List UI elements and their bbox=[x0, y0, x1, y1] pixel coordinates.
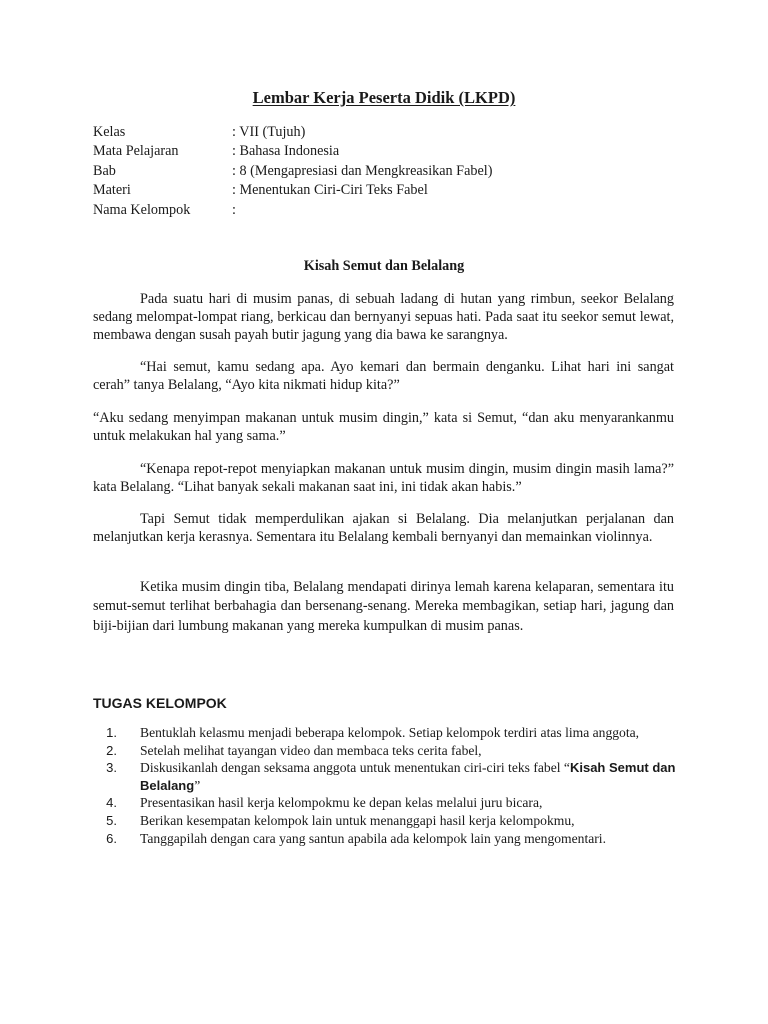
info-row-kelas bbox=[93, 123, 492, 142]
task-item bbox=[93, 724, 683, 742]
task-text: Diskusikanlah dengan seksama anggota untuk menentukan ciri-ciri teks fabel “ bbox=[140, 760, 570, 776]
task-text-bold: Kisah Semut dan Belalang bbox=[140, 760, 676, 793]
story-paragraph: “Aku sedang menyimpan makanan untuk musim dingin,” kata si Semut, “dan aku menyarankanmu untuk melakukan hal yang sama.” bbox=[93, 410, 674, 445]
task-text: Setelah melihat tayangan video dan membaca teks cerita fabel, bbox=[140, 742, 482, 758]
task-item bbox=[93, 794, 683, 812]
task-item bbox=[93, 830, 683, 848]
story-paragraph: Pada suatu hari di musim panas, di sebuah ladang di hutan yang rimbun, seekor Belalang sedang melompat-lompat riang, berkicau dan bernyanyi sepuas hati. Pada saat itu seekor semut lewat, membawa dengan susah payah butir jagung yang dia bawa ke sarangnya. bbox=[93, 291, 674, 344]
task-text: Tanggapilah dengan cara yang santun apabila ada kelompok lain yang mengomentari. bbox=[140, 830, 606, 846]
task-text: Presentasikan hasil kerja kelompokmu ke depan kelas melalui juru bicara, bbox=[140, 795, 543, 811]
task-number: 1. bbox=[106, 725, 117, 740]
info-row-mata-pelajaran bbox=[93, 142, 492, 161]
story-paragraph: Tapi Semut tidak memperdulikan ajakan si Belalang. Dia melanjutkan perjalanan dan melanjutkan kerja kerasnya. Sementara itu Belalang kembali bernyanyi dan memainkan violinnya. bbox=[93, 511, 674, 546]
info-label: Bab bbox=[93, 162, 116, 179]
task-list bbox=[93, 724, 683, 847]
info-value: : bbox=[232, 201, 236, 218]
info-value: : Menentukan Ciri-Ciri Teks Fabel bbox=[232, 182, 428, 199]
info-row-bab bbox=[93, 162, 492, 181]
info-label: Kelas bbox=[93, 124, 126, 140]
story-paragraph: “Hai semut, kamu sedang apa. Ayo kemari dan bermain denganku. Lihat hari ini sangat cerah” tanya Belalang, “Ayo kita nikmati hidup kita?” bbox=[93, 359, 674, 394]
info-label: Nama Kelompok bbox=[93, 201, 191, 218]
task-item bbox=[93, 742, 683, 760]
task-number: 3. bbox=[106, 760, 117, 776]
task-item bbox=[93, 759, 683, 794]
task-number: 6. bbox=[106, 830, 117, 846]
task-number: 2. bbox=[106, 742, 117, 758]
info-label: Materi bbox=[93, 182, 131, 199]
task-number: 5. bbox=[106, 812, 117, 828]
info-row-nama-kelompok bbox=[93, 201, 492, 220]
info-value: : Bahasa Indonesia bbox=[232, 143, 340, 160]
info-row-materi bbox=[93, 181, 492, 200]
info-value: : 8 (Mengapresiasi dan Mengkreasikan Fabel) bbox=[232, 162, 493, 179]
task-text: Berikan kesempatan kelompok lain untuk menanggapi hasil kerja kelompokmu, bbox=[140, 812, 575, 828]
story-paragraph: Ketika musim dingin tiba, Belalang mendapati dirinya lemah karena kelaparan, sementara itu semut-semut terlihat berbahagia dan bersenang-senang. Mereka membagikan, setiap hari, jagung dan biji-bijian dari lumbung makanan yang mereka kumpulkan di musim panas. bbox=[93, 579, 674, 634]
document-title: Lembar Kerja Peserta Didik (LKPD) bbox=[252, 88, 516, 107]
story-title: Kisah Semut dan Belalang bbox=[303, 258, 465, 274]
task-number: 4. bbox=[106, 795, 117, 811]
info-value: : VII (Tujuh) bbox=[232, 124, 306, 140]
tasks-title: TUGAS KELOMPOK bbox=[93, 695, 227, 711]
info-table bbox=[93, 123, 492, 220]
task-item bbox=[93, 812, 683, 830]
story-paragraph: “Kenapa repot-repot menyiapkan makanan untuk musim dingin, musim dingin masih lama?” kata Belalang. “Lihat banyak sekali makanan saat ini, ini tidak akan habis.” bbox=[93, 461, 674, 496]
task-text: Bentuklah kelasmu menjadi beberapa kelompok. Setiap kelompok terdiri atas lima anggota, bbox=[140, 725, 640, 740]
task-text-closing-quote: ” bbox=[194, 777, 201, 793]
info-label: Mata Pelajaran bbox=[93, 143, 179, 160]
